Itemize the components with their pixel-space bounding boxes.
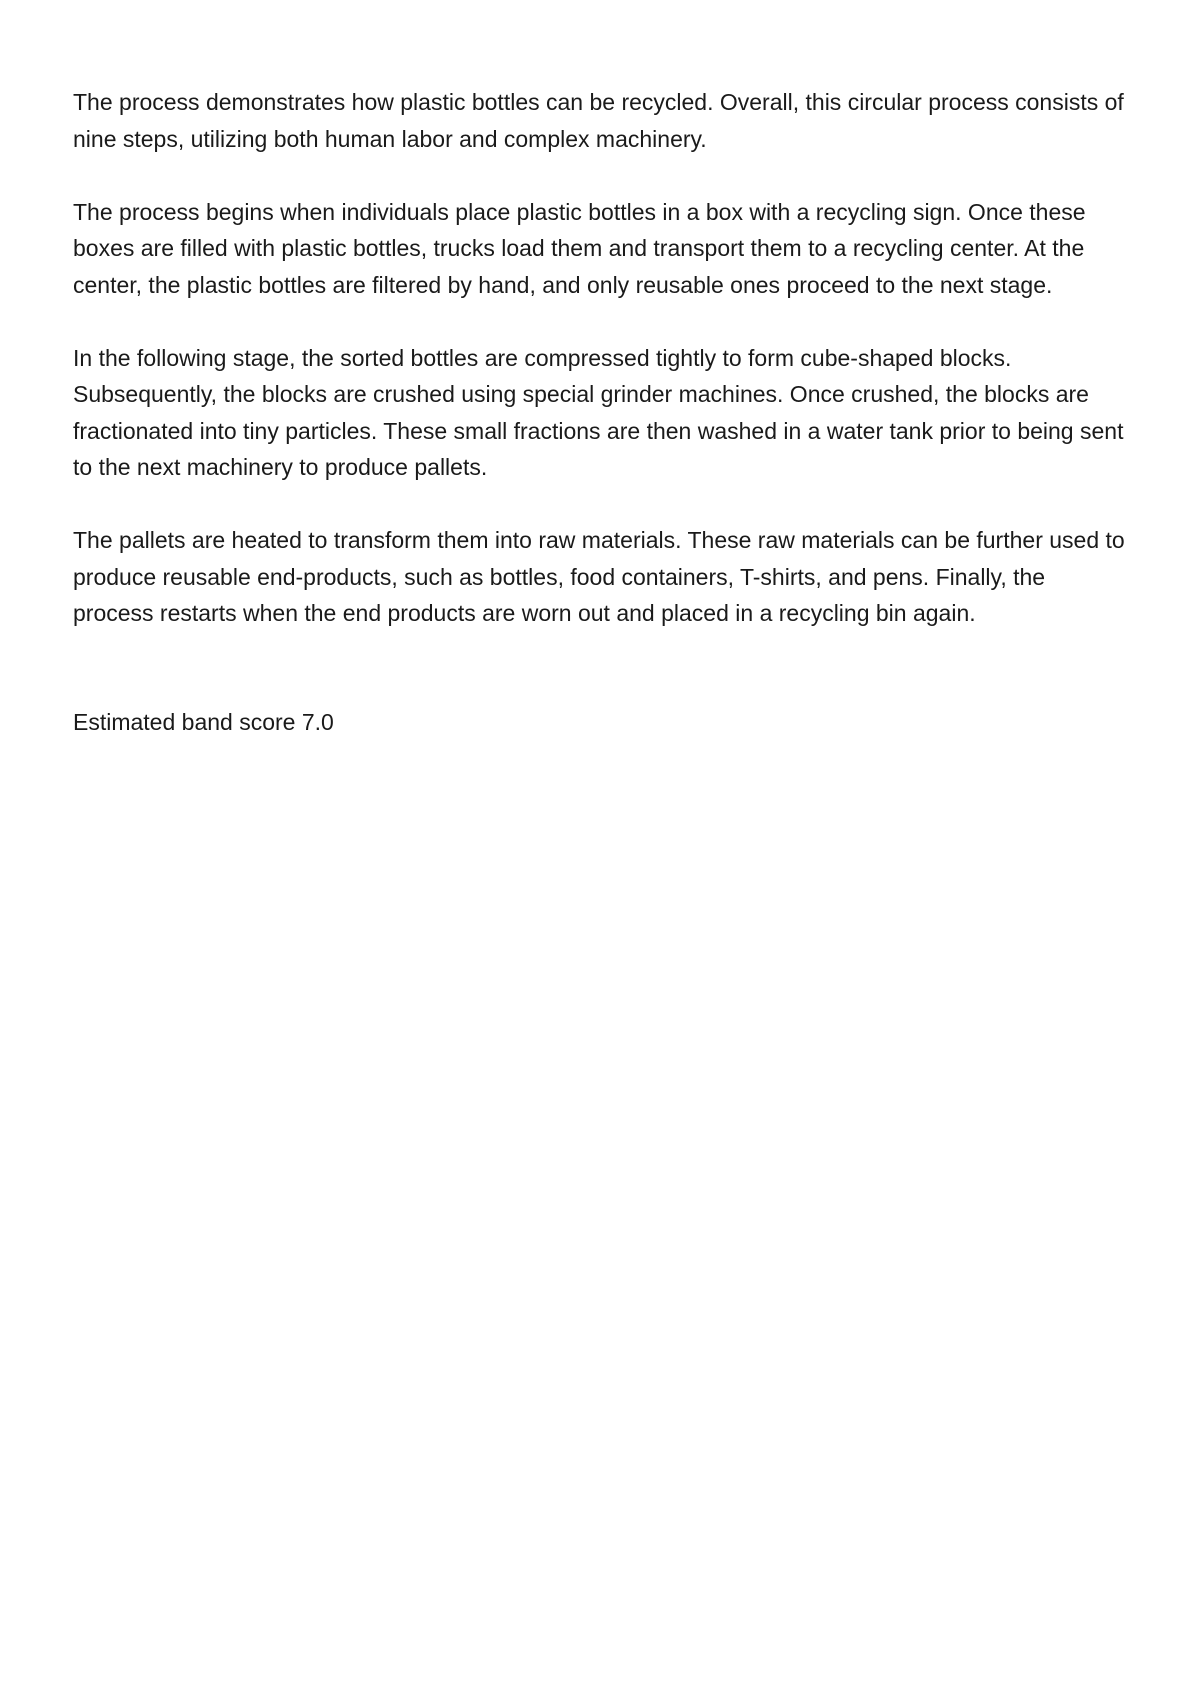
- essay-body: [73, 84, 1128, 740]
- paragraph-collection: The process begins when individuals place plastic bottles in a box with a recycling sign. Once these boxes are filled with plastic bottles, trucks load them and transport them to a recycling center. At the center, the plastic bottles are filtered by hand, and only reusable ones proceed to the next stage.: [73, 198, 1086, 298]
- paragraph-processing: In the following stage, the sorted bottles are compressed tightly to form cube-shaped blocks. Subsequently, the blocks are crushed using special grinder machines. Once crushed, the blocks are fractionated into tiny particles. These small fractions are then washed in a water tank prior to being sent to the next machinery to produce pallets.: [73, 344, 1124, 480]
- paragraph-end-products: The pallets are heated to transform them into raw materials. These raw materials can be further used to produce reusable end-products, such as bottles, food containers, T-shirts, and pens. Finally, the process restarts when the end products are worn out and placed in a recycling bin again.: [73, 527, 1125, 626]
- paragraph-overview: The process demonstrates how plastic bottles can be recycled. Overall, this circular process consists of nine steps, utilizing both human labor and complex machinery.: [73, 89, 1124, 152]
- band-score: Estimated band score 7.0: [73, 708, 334, 735]
